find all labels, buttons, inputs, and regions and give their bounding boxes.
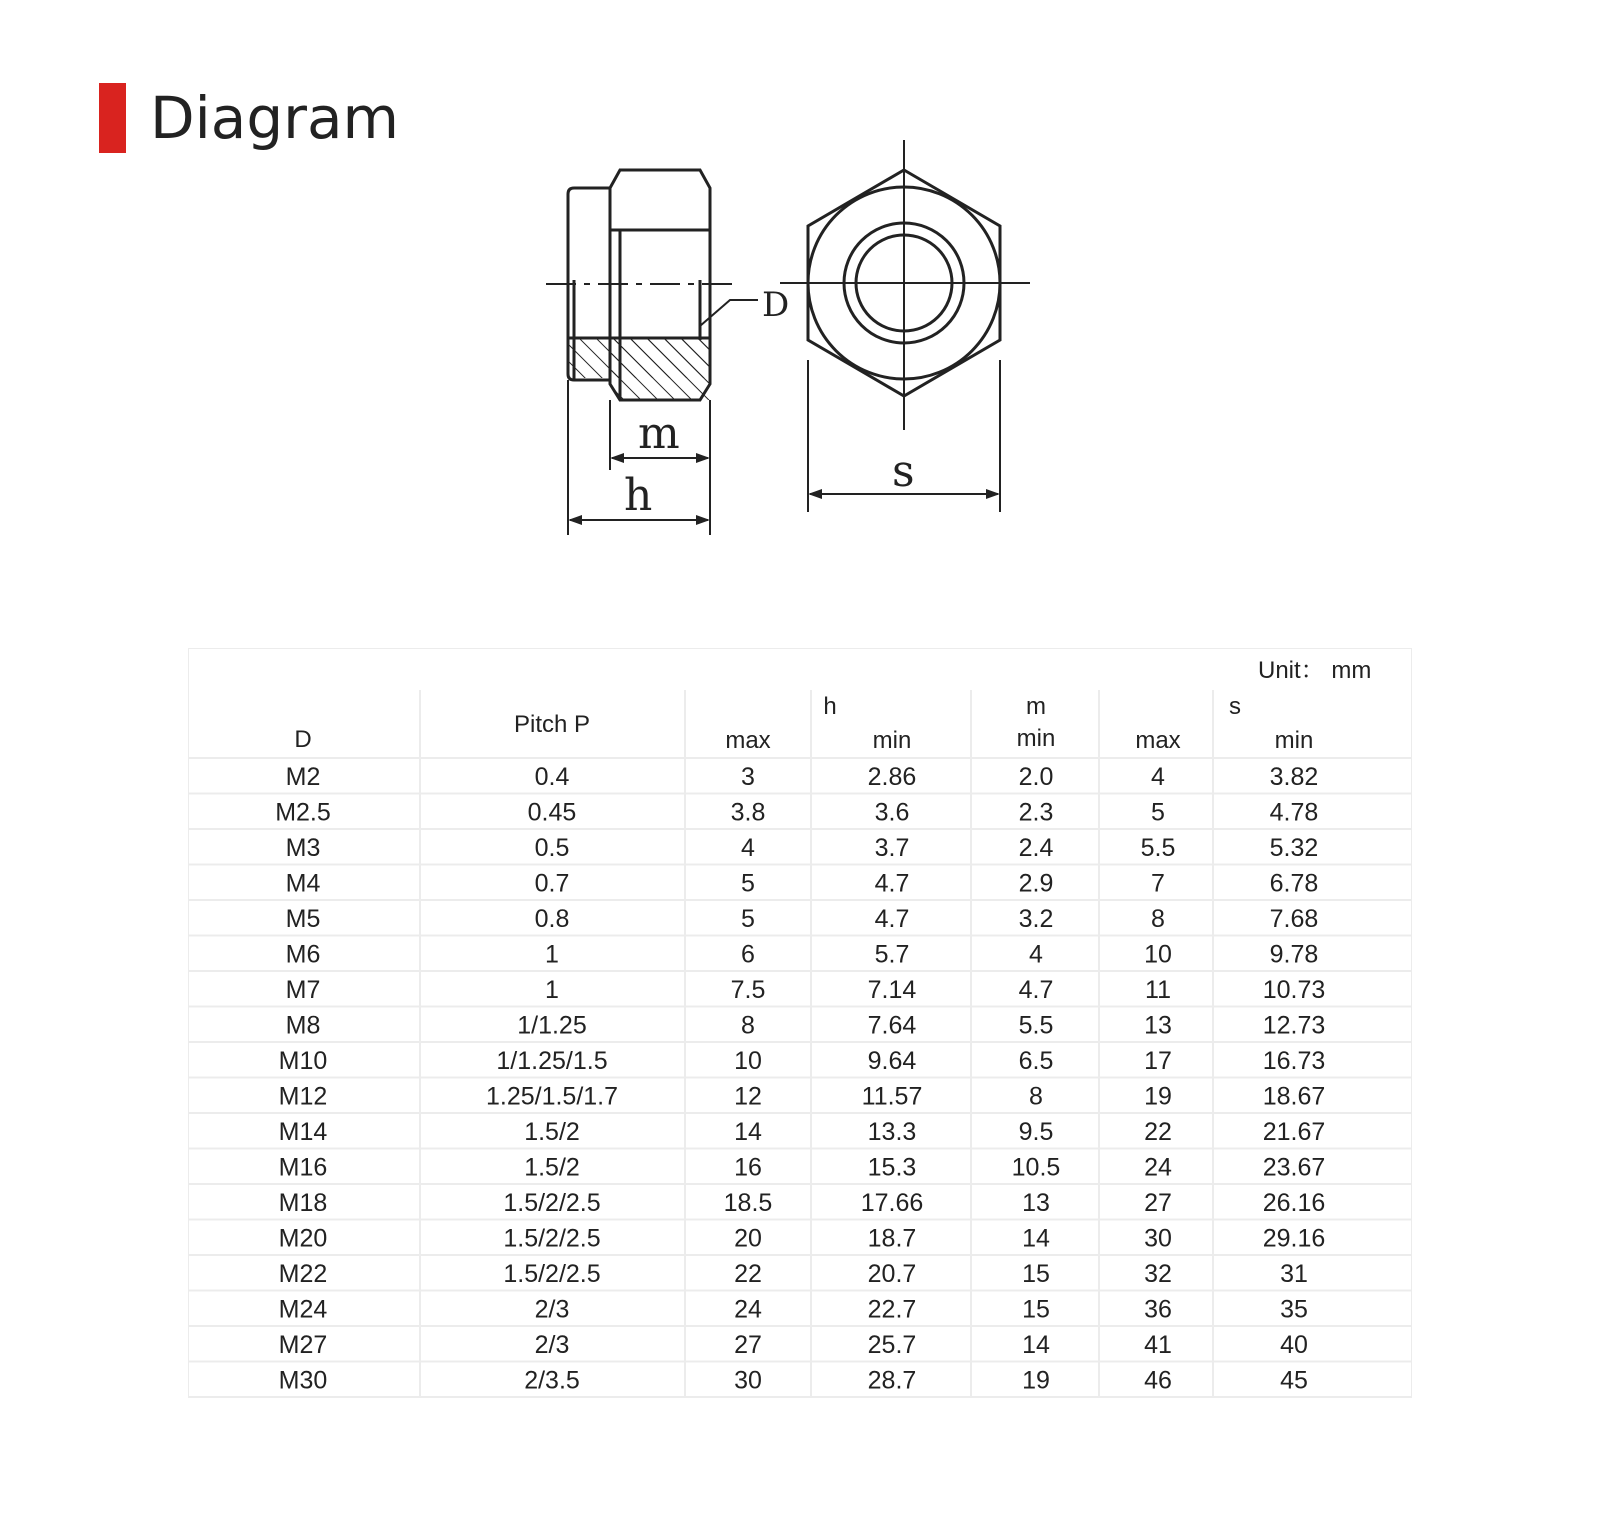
- page-header: [99, 82, 399, 154]
- cell-m-min: 2.0: [1018, 762, 1054, 791]
- cell-s-min: 26.16: [1262, 1188, 1326, 1217]
- header-m: m: [1026, 693, 1046, 720]
- cell-h-max: 18.5: [723, 1188, 773, 1217]
- label-h: h: [624, 470, 653, 521]
- cell-m-min: 15: [1022, 1259, 1050, 1288]
- cell-pitch: 0.4: [534, 762, 570, 791]
- cell-s-max: 19: [1144, 1082, 1172, 1111]
- cell-s-min: 5.32: [1269, 833, 1319, 862]
- cell-h-min: 3.6: [874, 798, 910, 827]
- cell-s-min: 10.73: [1262, 975, 1326, 1004]
- cell-h-max: 24: [734, 1295, 762, 1324]
- cell-h-max: 8: [741, 1011, 755, 1040]
- cell-h-min: 13.3: [867, 1117, 917, 1146]
- header-s: s: [1229, 693, 1241, 720]
- cell-pitch: 1: [545, 940, 559, 969]
- cell-d: M16: [278, 1153, 328, 1182]
- cell-m-min: 8: [1029, 1082, 1043, 1111]
- cell-h-max: 30: [734, 1366, 762, 1395]
- cell-s-max: 17: [1144, 1046, 1172, 1075]
- cell-d: M14: [278, 1117, 328, 1146]
- cell-s-max: 4: [1151, 762, 1165, 791]
- header-s-min: min: [1274, 727, 1314, 754]
- cell-m-min: 14: [1022, 1224, 1050, 1253]
- cell-h-min: 17.66: [860, 1188, 924, 1217]
- cell-h-max: 27: [734, 1330, 762, 1359]
- cell-h-max: 6: [741, 940, 755, 969]
- cell-h-min: 3.7: [874, 833, 910, 862]
- header-h-min: min: [872, 727, 912, 754]
- cell-s-max: 8: [1151, 904, 1165, 933]
- cell-d: M7: [285, 975, 321, 1004]
- cell-d: M3: [285, 833, 321, 862]
- cell-d: M6: [285, 940, 321, 969]
- cell-s-min: 4.78: [1269, 798, 1319, 827]
- cell-pitch: 1.5/2: [524, 1153, 580, 1182]
- cell-h-max: 5: [741, 904, 755, 933]
- cell-pitch: 1.25/1.5/1.7: [485, 1082, 619, 1111]
- spec-table-grid: [188, 648, 1412, 1398]
- cell-s-max: 30: [1144, 1224, 1172, 1253]
- cell-m-min: 19: [1022, 1366, 1050, 1395]
- nut-diagram: [540, 130, 1060, 560]
- cell-d: M30: [278, 1366, 328, 1395]
- cell-d: M8: [285, 1011, 321, 1040]
- header-h: h: [823, 693, 837, 720]
- cell-h-max: 20: [734, 1224, 762, 1253]
- cell-s-max: 41: [1144, 1330, 1172, 1359]
- cell-pitch: 0.45: [527, 798, 577, 827]
- cell-h-max: 22: [734, 1259, 762, 1288]
- cell-s-max: 46: [1144, 1366, 1172, 1395]
- cell-h-min: 7.64: [867, 1011, 917, 1040]
- cell-h-max: 12: [734, 1082, 762, 1111]
- cell-s-max: 27: [1144, 1188, 1172, 1217]
- cell-h-min: 4.7: [874, 869, 910, 898]
- cell-d: M10: [278, 1046, 328, 1075]
- cell-s-min: 21.67: [1262, 1117, 1326, 1146]
- cell-pitch: 1.5/2: [524, 1117, 580, 1146]
- cell-h-min: 25.7: [867, 1330, 917, 1359]
- cell-s-min: 35: [1280, 1295, 1308, 1324]
- cell-h-max: 3.8: [730, 798, 766, 827]
- cell-m-min: 10.5: [1011, 1153, 1061, 1182]
- cell-s-max: 5: [1151, 798, 1165, 827]
- cell-m-min: 4: [1029, 940, 1043, 969]
- label-s: s: [892, 446, 915, 497]
- cell-pitch: 1.5/2/2.5: [503, 1188, 601, 1217]
- cell-h-min: 7.14: [867, 975, 917, 1004]
- cell-d: M2: [285, 762, 321, 791]
- cell-m-min: 2.4: [1018, 833, 1054, 862]
- cell-h-min: 2.86: [867, 762, 917, 791]
- header-pitch: Pitch P: [513, 711, 591, 738]
- cell-d: M18: [278, 1188, 328, 1217]
- cell-m-min: 2.3: [1018, 798, 1054, 827]
- cell-s-max: 22: [1144, 1117, 1172, 1146]
- cell-s-min: 16.73: [1262, 1046, 1326, 1075]
- cell-d: M24: [278, 1295, 328, 1324]
- cell-m-min: 3.2: [1018, 904, 1054, 933]
- cell-pitch: 1.5/2/2.5: [503, 1259, 601, 1288]
- cell-s-min: 23.67: [1262, 1153, 1326, 1182]
- cell-s-min: 31: [1280, 1259, 1308, 1288]
- cell-s-min: 18.67: [1262, 1082, 1326, 1111]
- cell-s-max: 32: [1144, 1259, 1172, 1288]
- cell-m-min: 6.5: [1018, 1046, 1054, 1075]
- label-m: m: [638, 408, 680, 459]
- cell-h-min: 4.7: [874, 904, 910, 933]
- cell-s-min: 29.16: [1262, 1224, 1326, 1253]
- cell-h-max: 7.5: [730, 975, 766, 1004]
- cell-h-max: 10: [734, 1046, 762, 1075]
- cell-m-min: 13: [1022, 1188, 1050, 1217]
- header-h-max: max: [725, 727, 771, 754]
- cell-d: M4: [285, 869, 321, 898]
- cell-pitch: 2/3: [534, 1295, 570, 1324]
- cell-pitch: 1: [545, 975, 559, 1004]
- cell-s-max: 5.5: [1140, 833, 1176, 862]
- cell-s-max: 24: [1144, 1153, 1172, 1182]
- cell-h-min: 15.3: [867, 1153, 917, 1182]
- cell-h-min: 28.7: [867, 1366, 917, 1395]
- cell-s-min: 40: [1280, 1330, 1308, 1359]
- cell-d: M12: [278, 1082, 328, 1111]
- cell-s-max: 13: [1144, 1011, 1172, 1040]
- cell-s-max: 11: [1145, 975, 1171, 1004]
- cell-pitch: 1/1.25/1.5: [496, 1046, 608, 1075]
- header-s-max: max: [1135, 727, 1181, 754]
- cell-m-min: 5.5: [1018, 1011, 1054, 1040]
- cell-m-min: 4.7: [1018, 975, 1054, 1004]
- cell-d: M5: [285, 904, 321, 933]
- cell-m-min: 2.9: [1018, 869, 1054, 898]
- header-d: D: [294, 726, 312, 753]
- cell-h-min: 22.7: [867, 1295, 917, 1324]
- front-center-lines: [780, 140, 1030, 430]
- cell-h-min: 20.7: [867, 1259, 917, 1288]
- cell-s-min: 45: [1280, 1366, 1308, 1395]
- cell-pitch: 0.5: [534, 833, 570, 862]
- cell-h-min: 9.64: [867, 1046, 917, 1075]
- cell-s-min: 7.68: [1269, 904, 1319, 933]
- cell-d: M22: [278, 1259, 328, 1288]
- nut-drawing: [540, 130, 1060, 560]
- cell-pitch: 0.7: [534, 869, 570, 898]
- cell-pitch: 1.5/2/2.5: [503, 1224, 601, 1253]
- cell-h-max: 5: [741, 869, 755, 898]
- cell-pitch: 0.8: [534, 904, 570, 933]
- cell-s-min: 12.73: [1262, 1011, 1326, 1040]
- cell-h-max: 3: [741, 762, 755, 791]
- cell-h-max: 4: [741, 833, 755, 862]
- cell-h-min: 5.7: [874, 940, 910, 969]
- header-m-min: min: [1016, 725, 1056, 752]
- cell-s-min: 3.82: [1269, 762, 1319, 791]
- cell-m-min: 15: [1022, 1295, 1050, 1324]
- cell-h-max: 14: [734, 1117, 762, 1146]
- cell-s-min: 9.78: [1269, 940, 1319, 969]
- cell-s-max: 10: [1144, 940, 1172, 969]
- cell-s-min: 6.78: [1269, 869, 1319, 898]
- cell-d: M27: [278, 1330, 328, 1359]
- cell-d: M20: [278, 1224, 328, 1253]
- cell-d: M2.5: [275, 798, 331, 827]
- page-title: Diagram: [150, 84, 400, 152]
- cell-h-min: 11.57: [861, 1082, 923, 1111]
- cell-s-max: 7: [1151, 869, 1165, 898]
- spec-table: [188, 648, 1412, 1398]
- cell-pitch: 1/1.25: [517, 1011, 587, 1040]
- cell-m-min: 14: [1022, 1330, 1050, 1359]
- cell-h-max: 16: [734, 1153, 762, 1182]
- label-d: D: [762, 285, 790, 325]
- cell-m-min: 9.5: [1018, 1117, 1054, 1146]
- cell-pitch: 2/3: [534, 1330, 570, 1359]
- cell-h-min: 18.7: [867, 1224, 917, 1253]
- cell-s-max: 36: [1144, 1295, 1172, 1324]
- accent-bar: [99, 83, 126, 153]
- unit-label: Unit： mm: [1258, 657, 1372, 684]
- cell-pitch: 2/3.5: [524, 1366, 580, 1395]
